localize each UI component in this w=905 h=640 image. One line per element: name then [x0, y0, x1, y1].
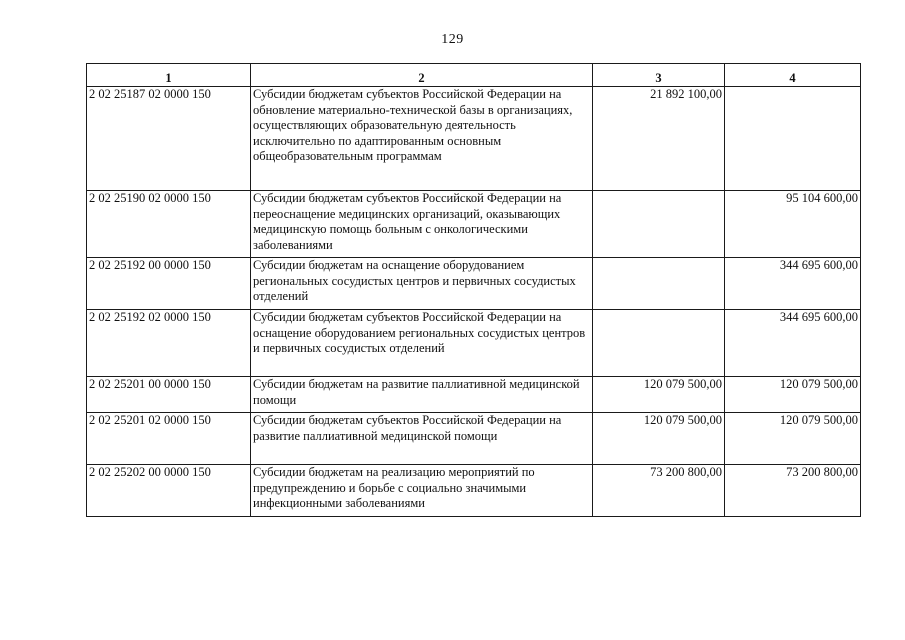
amount-col3: 120 079 500,00 — [593, 377, 725, 413]
column-header-3: 3 — [593, 64, 725, 87]
description: Субсидии бюджетам субъектов Российской Федерации на развитие паллиативной медицинской помощи — [251, 413, 593, 465]
description: Субсидии бюджетам субъектов Российской Федерации на обновление материально-технической базы в организациях, осуществляющих образовательную деятельность исключительно по адаптированным основным общеобразовательным программам — [251, 87, 593, 191]
budget-code: 2 02 25192 02 0000 150 — [87, 310, 251, 377]
table-row — [87, 87, 861, 191]
description: Субсидии бюджетам на реализацию мероприятий по предупреждению и борьбе с социально значимыми инфекционными заболеваниями — [251, 465, 593, 517]
budget-code: 2 02 25202 00 0000 150 — [87, 465, 251, 517]
description: Субсидии бюджетам на оснащение оборудованием региональных сосудистых центров и первичных сосудистых отделений — [251, 258, 593, 310]
budget-code: 2 02 25201 02 0000 150 — [87, 413, 251, 465]
table-row — [87, 191, 861, 258]
budget-code: 2 02 25187 02 0000 150 — [87, 87, 251, 191]
amount-col4: 73 200 800,00 — [725, 465, 861, 517]
amount-col3: 73 200 800,00 — [593, 465, 725, 517]
description: Субсидии бюджетам субъектов Российской Федерации на оснащение оборудованием региональных сосудистых центров и первичных сосудистых отделений — [251, 310, 593, 377]
table-row — [87, 258, 861, 310]
column-header-4: 4 — [725, 64, 861, 87]
budget-code: 2 02 25201 00 0000 150 — [87, 377, 251, 413]
table-row — [87, 465, 861, 517]
table-row — [87, 377, 861, 413]
amount-col4: 120 079 500,00 — [725, 377, 861, 413]
amount-col3 — [593, 191, 725, 258]
budget-code: 2 02 25192 00 0000 150 — [87, 258, 251, 310]
budget-code: 2 02 25190 02 0000 150 — [87, 191, 251, 258]
description: Субсидии бюджетам на развитие паллиативной медицинской помощи — [251, 377, 593, 413]
column-header-1: 1 — [87, 64, 251, 87]
table-row — [87, 310, 861, 377]
page-number: 129 — [441, 32, 464, 47]
budget-table — [86, 63, 861, 517]
amount-col4: 344 695 600,00 — [725, 258, 861, 310]
description: Субсидии бюджетам субъектов Российской Федерации на переоснащение медицинских организаций, оказывающих медицинскую помощь больным с онкологическими заболеваниями — [251, 191, 593, 258]
amount-col4: 344 695 600,00 — [725, 310, 861, 377]
amount-col4 — [725, 87, 861, 191]
amount-col3 — [593, 258, 725, 310]
amount-col4: 95 104 600,00 — [725, 191, 861, 258]
column-header-2: 2 — [251, 64, 593, 87]
amount-col3: 120 079 500,00 — [593, 413, 725, 465]
header-row — [87, 64, 861, 87]
amount-col4: 120 079 500,00 — [725, 413, 861, 465]
amount-col3: 21 892 100,00 — [593, 87, 725, 191]
amount-col3 — [593, 310, 725, 377]
table-row — [87, 413, 861, 465]
